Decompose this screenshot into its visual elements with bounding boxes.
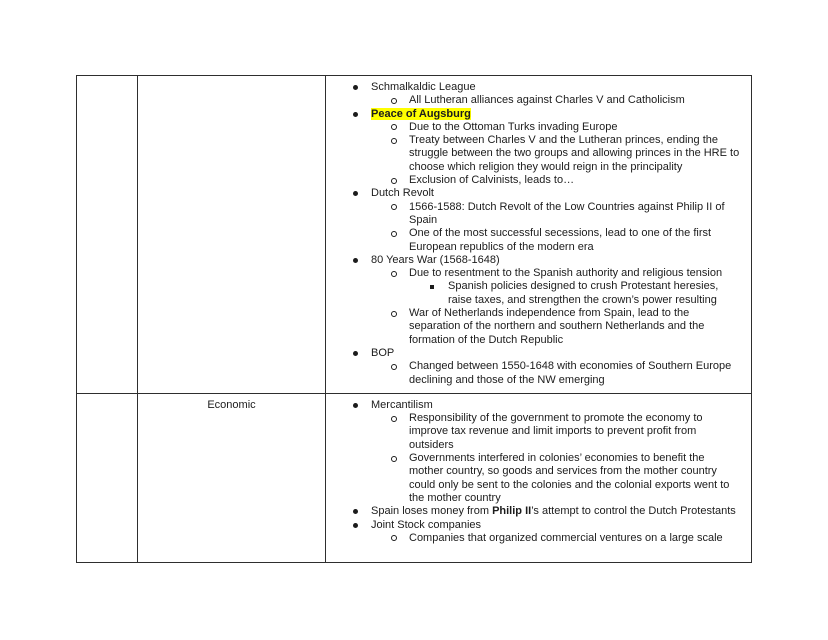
bullet-circle-icon — [391, 416, 397, 422]
bullet-square-icon — [430, 285, 434, 289]
note-item — [326, 347, 741, 360]
note-item — [326, 360, 741, 387]
note-text: Treaty between Charles V and the Lutheran princes, ending the struggle between the two groups and allowing princes in the HRE to choose which religion they would reign in the principality — [409, 134, 740, 173]
note-text: Joint Stock companies — [371, 518, 482, 531]
note-text: Peace of Augsburg — [371, 107, 471, 120]
bullet-circle-icon — [391, 231, 397, 237]
note-text: Spanish policies designed to crush Protestant heresies, raise taxes, and strengthen the crown’s power resulting — [448, 280, 719, 306]
note-item — [326, 201, 741, 228]
note-text: Schmalkaldic League — [371, 81, 476, 93]
table-cell-topic — [138, 76, 326, 393]
bullet-circle-icon — [391, 138, 397, 144]
note-item — [326, 280, 741, 307]
bullet-disc-icon — [353, 509, 358, 514]
bullet-circle-icon — [391, 271, 397, 277]
table-row — [77, 76, 751, 393]
bullet-disc-icon — [353, 351, 358, 356]
note-text: 1566-1588: Dutch Revolt of the Low Countries against Philip II of Spain — [409, 200, 725, 226]
note-text: BOP — [371, 346, 395, 359]
note-item — [326, 81, 741, 94]
bullet-disc-icon — [353, 191, 358, 196]
note-text: 80 Years War (1568-1648) — [371, 253, 500, 266]
bullet-disc-icon — [353, 523, 358, 528]
note-item — [326, 174, 741, 187]
bullet-circle-icon — [391, 364, 397, 370]
bullet-circle-icon — [391, 98, 397, 104]
table-cell-notes — [326, 76, 751, 393]
table-cell-label — [77, 76, 138, 393]
bullet-disc-icon — [353, 112, 358, 117]
notes-table — [76, 75, 752, 563]
bullet-disc-icon — [353, 258, 358, 263]
table-row — [77, 393, 751, 562]
note-text: All Lutheran alliances against Charles V and Catholicism — [409, 94, 685, 107]
note-item — [326, 452, 741, 505]
note-item — [326, 227, 741, 254]
bullet-circle-icon — [391, 178, 397, 184]
note-text: Exclusion of Calvinists, leads to… — [409, 174, 575, 187]
note-text: Mercantilism — [371, 398, 433, 411]
bullet-circle-icon — [391, 456, 397, 462]
table-cell-label — [77, 394, 138, 562]
note-item — [326, 254, 741, 267]
note-item — [326, 187, 741, 200]
note-text: Spain loses money from Philip II’s attempt to control the Dutch Protestants — [371, 505, 736, 518]
note-text: Companies that organized commercial ventures on a large scale — [409, 531, 723, 544]
note-item — [326, 307, 741, 347]
bullet-circle-icon — [391, 124, 397, 130]
table-cell-topic: Economic — [138, 394, 326, 562]
note-text: Due to resentment to the Spanish authority and religious tension — [409, 267, 723, 280]
note-text: Changed between 1550-1648 with economies of Southern Europe declining and those of the NW emerging — [409, 360, 732, 386]
note-item — [326, 519, 741, 532]
note-item — [326, 267, 741, 280]
bullet-circle-icon — [391, 535, 397, 541]
note-item — [326, 121, 741, 134]
bullet-circle-icon — [391, 204, 397, 210]
note-item — [326, 412, 741, 452]
note-item — [326, 505, 741, 518]
note-text: War of Netherlands independence from Spain, lead to the separation of the northern and southern Netherlands and the formation of the Dutch Republic — [409, 307, 705, 346]
bullet-circle-icon — [391, 311, 397, 317]
note-item — [326, 399, 741, 412]
note-item — [326, 108, 741, 121]
table-cell-notes — [326, 394, 751, 562]
note-item — [326, 532, 741, 545]
bullet-disc-icon — [353, 403, 358, 408]
note-text: Dutch Revolt — [371, 187, 434, 200]
note-text: One of the most successful secessions, lead to one of the first European republics of the modern era — [409, 227, 712, 253]
bullet-disc-icon — [353, 85, 358, 90]
note-item — [326, 134, 741, 174]
note-text: Responsibility of the government to promote the economy to improve tax revenue and limit imports to prevent profit from outsiders — [409, 412, 703, 451]
note-item — [326, 94, 741, 107]
note-text: Due to the Ottoman Turks invading Europe — [409, 120, 618, 133]
note-text: Governments interfered in colonies’ economies to benefit the mother country, so goods and services from the mother country could only be sent to the colonies and the colonial exports went to the mother country — [409, 452, 730, 504]
